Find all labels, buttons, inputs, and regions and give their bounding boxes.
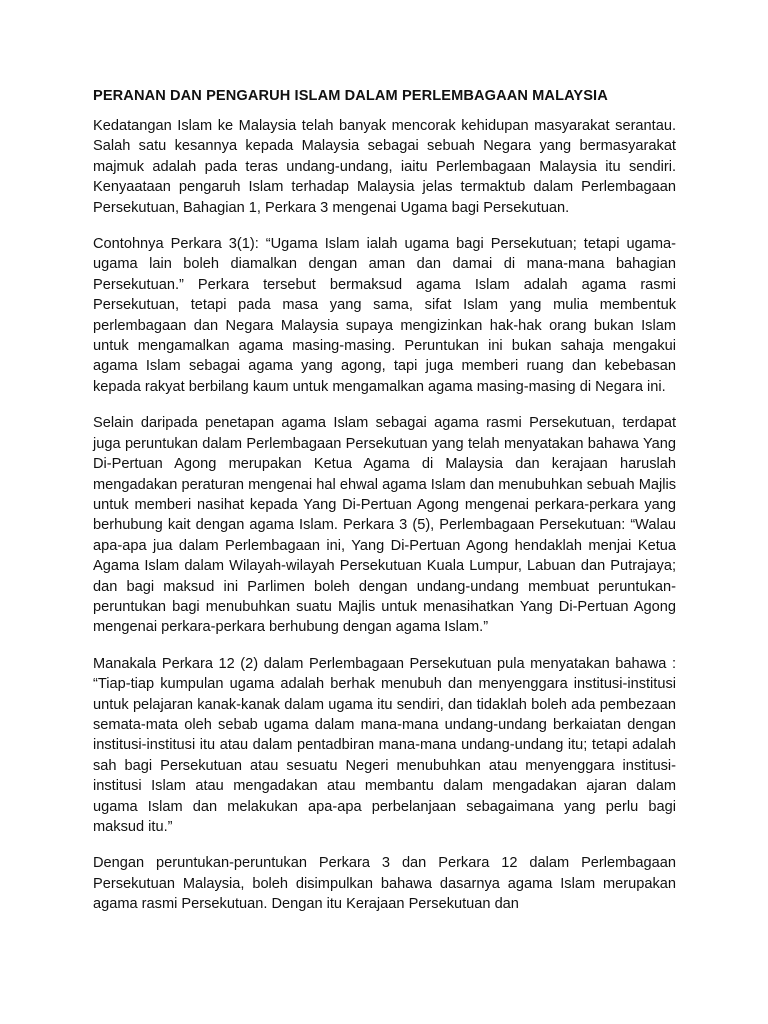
paragraph-introduction: Kedatangan Islam ke Malaysia telah banyak mencorak kehidupan masyarakat serantau. Salah satu kesannya kepada Malaysia sebagai sebuah Negara yang bermasyarakat majmuk adalah pada teras undang-undang, iaitu Perlembagaan Malaysia itu sendiri. Kenyaataan pengaruh Islam terhadap Malaysia jelas termaktub dalam Perlembagaan Persekutuan, Bahagian 1, Perkara 3 mengenai Ugama bagi Persekutuan. — [93, 118, 676, 216]
paragraph-conclusion: Dengan peruntukan-peruntukan Perkara 3 dan Perkara 12 dalam Perlembagaan Persekutuan Malaysia, boleh disimpulkan bahawa dasarnya agama Islam merupakan agama rasmi Persekutuan. Dengan itu Kerajaan Persekutuan dan — [93, 855, 676, 913]
paragraph-perkara-3-5: Selain daripada penetapan agama Islam sebagai agama rasmi Persekutuan, terdapat juga peruntukan dalam Perlembagaan Persekutuan yang telah menyatakan bahawa Yang Di-Pertuan Agong merupakan Ketua Agama di Malaysia dan kerajaan haruslah mengadakan peraturan mengenai hal ehwal agama Islam dan menubuhkan sebuah Majlis untuk memberi nasihat kepada Yang Di-Pertuan Agong mengenai perkara-perkara yang berhubung kait dengan agama Islam. Perkara 3 (5), Perlembagaan Persekutuan: “Walau apa-apa jua dalam Perlembagaan ini, Yang Di-Pertuan Agong hendaklah menjai Ketua Agama Islam dalam Wilayah-wilayah Persekutuan Kuala Lumpur, Labuan dan Putrajaya; dan bagi maksud ini Parlimen boleh dengan undang-undang membuat peruntukan-peruntukan bagi menubuhkan suatu Majlis untuk menasihatkan Yang Di-Pertuan Agong mengenai perkara-perkara berhubung dengan agama Islam.” — [93, 415, 676, 636]
document-title: PERANAN DAN PENGARUH ISLAM DALAM PERLEMBAGAAN MALAYSIA — [93, 88, 608, 104]
document-body — [93, 86, 676, 931]
paragraph-perkara-3-1: Contohnya Perkara 3(1): “Ugama Islam ialah ugama bagi Persekutuan; tetapi ugama-ugama lain boleh diamalkan dengan aman dan damai di mana-mana bahagian Persekutuan.” Perkara tersebut bermaksud agama Islam adalah agama rasmi Persekutuan, tetapi pada masa yang sama, sifat Islam yang mulia membentuk perlembagaan dan Negara Malaysia supaya mengizinkan hak-hak orang bukan Islam untuk mengamalkan agama masing-masing. Peruntukan ini bukan sahaja mengakui agama Islam sebagai agama yang agong, tapi juga memberi ruang dan kebebasan kepada rakyat berbilang kaum untuk mengamalkan agama masing-masing di Negara ini. — [93, 236, 676, 395]
paragraph-perkara-12-2: Manakala Perkara 12 (2) dalam Perlembagaan Persekutuan pula menyatakan bahawa : “Tiap-tiap kumpulan ugama adalah berhak menubuh dan menyenggara institusi-institusi untuk pelajaran kanak-kanak dalam ugama itu sendiri, dan tidaklah boleh ada pembezaan semata-mata oleh sebab ugama dalam mana-mana undang-undang berkaiatan dengan institusi-institusi itu atau dalam pentadbiran mana-mana undang-undang itu; tetapi adalah sah bagi Persekutuan atau sesuatu Negeri menubuhkan atau menyenggara institusi-institusi Islam atau mengadakan atau membantu dalam mengadakan ajaran dalam ugama Islam dan melakukan apa-apa perbelanjaan sebagaimana yang perlu bagi maksud itu.” — [93, 655, 676, 835]
